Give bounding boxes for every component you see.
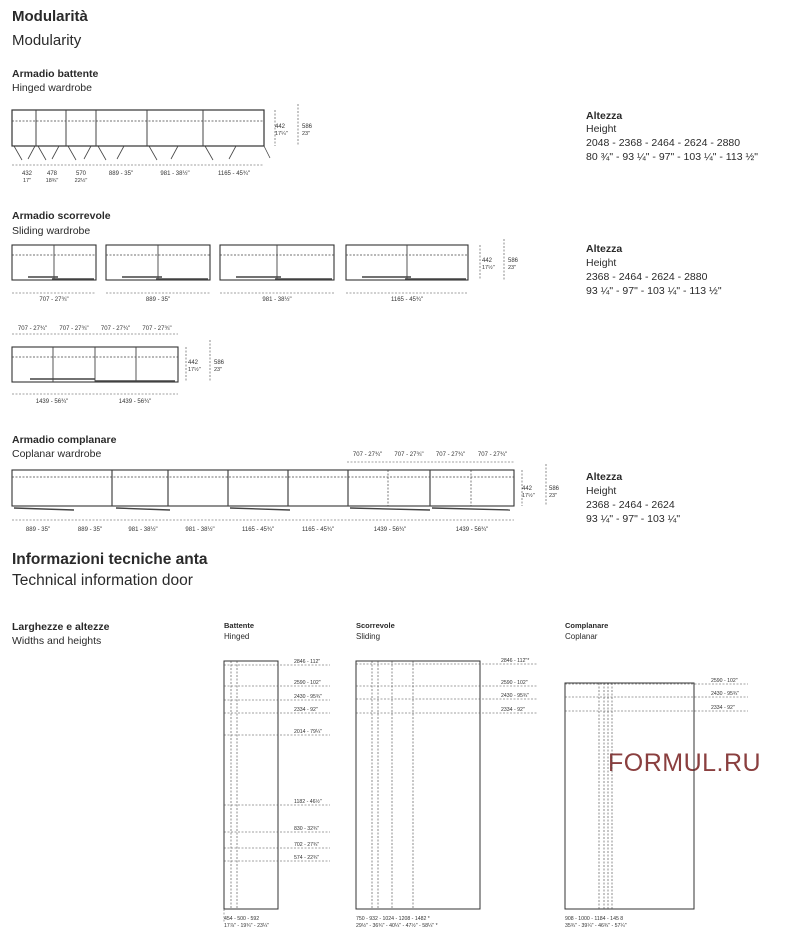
top-width-label: 707 - 27¾" [394, 452, 424, 458]
width-label-in: 22½" [74, 178, 88, 184]
depth-label: 442 [522, 486, 533, 492]
width-label: 1439 - 56¾" [373, 527, 407, 533]
sliding-height-in: 93 ¼" - 97" - 103 ¼" - 113 ½" [586, 285, 722, 297]
depth-label-442-in: 17¼" [275, 131, 288, 137]
sliding-height-label: 2846 - 112"* [501, 658, 530, 664]
depth-label-in: 17½" [188, 367, 201, 373]
sliding-height-label: 2590 - 102" [501, 680, 528, 686]
coplanar-door-elevation [565, 683, 694, 909]
width-label: 1165 - 45¾" [241, 527, 275, 533]
width-label: 1439 - 56¾" [455, 527, 489, 533]
door-swing-line [28, 146, 35, 159]
width-label-in: 18¾" [45, 178, 59, 184]
hinged-height-label: 574 - 22¾" [294, 855, 320, 861]
watermark-logo: FORMUL.RU [608, 749, 762, 777]
width-label: 1165 - 45¾" [217, 171, 251, 177]
depth-label: 442 [482, 258, 493, 264]
hinged-height-label: 2334 - 92" [294, 707, 318, 713]
coplanar-door-track [350, 508, 430, 510]
coplanar-height-in: 93 ¼" - 97" - 103 ¼" [586, 513, 681, 525]
hinged-height-label: 2590 - 102" [294, 680, 321, 686]
door-swing-line [229, 146, 236, 159]
bottom-width-label: 1439 - 56¾" [35, 399, 69, 405]
hinged-widths-mm: 454 - 500 - 592 [224, 916, 260, 922]
depth-label-586-in: 23" [302, 131, 311, 137]
hinged-wardrobe-plan [12, 110, 264, 146]
hinged-height-label: 2846 - 112" [294, 659, 321, 665]
door-swing-line [68, 146, 76, 160]
sliding-title-en: Sliding wardrobe [12, 225, 91, 237]
door-swing-line [14, 146, 22, 160]
coplanar-height-label: 2334 - 92" [711, 705, 735, 711]
hinged-height-label: 830 - 32¾" [294, 826, 320, 832]
hinged-height-mm: 2048 - 2368 - 2464 - 2624 - 2880 [586, 137, 741, 149]
hinged-height-label: 2430 - 95¾" [294, 694, 323, 700]
depth-label-442: 442 [275, 124, 286, 130]
hinged-height-label: 1182 - 46½" [294, 799, 322, 805]
hinged-height-label-it: Altezza [586, 110, 623, 122]
sliding-height-label: 2430 - 95¾" [501, 693, 530, 699]
tech-subtitle-it: Larghezze e altezze [12, 621, 110, 633]
depth-label: 442 [188, 360, 199, 366]
door-swing-line [84, 146, 91, 159]
top-width-label: 707 - 27¾" [59, 326, 89, 332]
top-width-label: 707 - 27¾" [100, 326, 131, 332]
sliding-height-label-en: Height [586, 257, 617, 269]
top-width-label: 707 - 27¾" [435, 452, 466, 458]
door-swing-line [264, 146, 270, 158]
coplanar-height-label: 2430 - 95¾" [711, 691, 740, 697]
coplanar-widths-in: 35¾" - 39¼" - 46¾" - 57¼" [565, 923, 627, 929]
door-swing-line [205, 146, 213, 160]
coplanar-height-mm: 2368 - 2464 - 2624 [586, 499, 675, 511]
coplanar-door-track [14, 508, 74, 510]
sliding-title-it: Armadio scorrevole [12, 210, 111, 222]
tech-title-en: Technical information door [12, 572, 193, 589]
depth-label-in: 23" [549, 493, 558, 499]
width-label: 981 - 38½" [128, 527, 158, 533]
hinged-height-in: 80 ¾" - 93 ¼" - 97" - 103 ¼" - 113 ½" [586, 151, 758, 163]
tech-coplanar-label-en: Coplanar [565, 632, 598, 641]
door-swing-line [38, 146, 46, 160]
depth-label-in: 23" [214, 367, 223, 373]
coplanar-door-track [116, 508, 170, 510]
door-swing-line [171, 146, 178, 159]
sliding-door-elevation [356, 661, 480, 909]
coplanar-height-label-en: Height [586, 485, 617, 497]
width-label: 889 - 35" [145, 297, 171, 303]
tech-subtitle-en: Widths and heights [12, 635, 102, 647]
coplanar-wardrobe-plan [12, 470, 514, 506]
hinged-height-label-en: Height [586, 123, 617, 135]
top-width-label: 707 - 27¾" [17, 326, 48, 332]
page-title-en: Modularity [12, 32, 82, 49]
sliding-widths-mm: 750 - 932 - 1024 - 1208 - 1482 * [356, 916, 430, 922]
door-swing-line [117, 146, 124, 159]
width-label: 981 - 38½" [185, 527, 215, 533]
top-width-label: 707 - 27¾" [142, 326, 172, 332]
tech-hinged-label-en: Hinged [224, 632, 250, 641]
hinged-height-label: 2014 - 79¼" [294, 729, 323, 735]
bottom-width-label: 1439 - 56¾" [118, 399, 152, 405]
coplanar-widths-mm: 908 - 1000 - 1184 - 145 8 [565, 916, 624, 922]
tech-sliding-label-it: Scorrevole [356, 621, 395, 630]
top-width-label: 707 - 27¾" [352, 452, 383, 458]
depth-label: 586 [508, 258, 519, 264]
width-label: 707 - 27¾" [39, 297, 69, 303]
coplanar-door-track [432, 508, 510, 510]
hinged-widths-in: 17⅞" - 19¾" - 23¼" [224, 923, 270, 929]
depth-label: 586 [549, 486, 560, 492]
depth-label-in: 17½" [482, 265, 495, 271]
sliding-height-label-it: Altezza [586, 243, 623, 255]
top-width-label: 707 - 27¾" [477, 452, 508, 458]
door-swing-line [98, 146, 106, 160]
depth-label-in: 17½" [522, 493, 535, 499]
sliding-height-label: 2334 - 92" [501, 707, 525, 713]
width-label: 478 [46, 171, 58, 177]
coplanar-title-it: Armadio complanare [12, 434, 117, 446]
tech-sliding-label-en: Sliding [356, 632, 381, 641]
coplanar-title-en: Coplanar wardrobe [12, 448, 102, 460]
width-label: 889 - 35" [108, 171, 134, 177]
width-label: 570 [75, 171, 87, 177]
depth-label: 586 [214, 360, 225, 366]
width-label: 1165 - 45¾" [301, 527, 335, 533]
width-label: 981 - 38½" [262, 297, 292, 303]
width-label: 1165 - 45¾" [390, 297, 424, 303]
tech-coplanar-label-it: Complanare [565, 621, 609, 630]
sliding-widths-in: 29½" - 36¾" - 40¼" - 47½" - 58¼" * [356, 923, 438, 929]
width-label: 889 - 35" [25, 527, 51, 533]
door-swing-line [52, 146, 59, 159]
depth-label-586: 586 [302, 124, 313, 130]
width-label: 432 [21, 171, 33, 177]
coplanar-height-label: 2590 - 102" [711, 678, 738, 684]
tech-title-it: Informazioni tecniche anta [12, 551, 208, 568]
tech-hinged-label-it: Battente [224, 621, 255, 630]
hinged-door-elevation [224, 661, 278, 909]
hinged-title-it: Armadio battente [12, 68, 99, 80]
page-title-it: Modularità [12, 8, 88, 25]
hinged-title-en: Hinged wardrobe [12, 82, 92, 94]
width-label-in: 17" [22, 178, 32, 184]
sliding-height-mm: 2368 - 2464 - 2624 - 2880 [586, 271, 708, 283]
width-label: 889 - 35" [77, 527, 103, 533]
coplanar-height-label-it: Altezza [586, 471, 623, 483]
coplanar-door-track [230, 508, 290, 510]
hinged-height-label: 702 - 27¾" [294, 842, 320, 848]
door-swing-line [149, 146, 157, 160]
width-label: 981 - 38½" [160, 171, 190, 177]
depth-label-in: 23" [508, 265, 517, 271]
